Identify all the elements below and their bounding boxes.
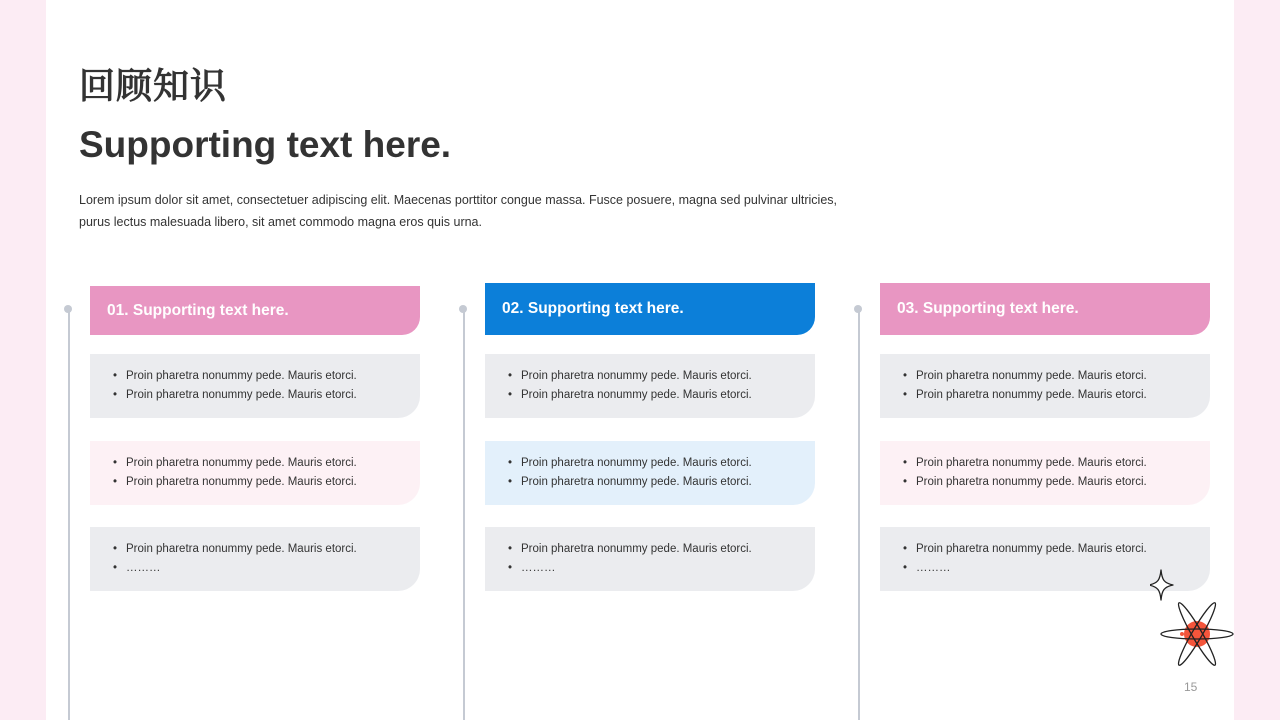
intro-line: Lorem ipsum dolor sit amet, consectetuer adipiscing elit. Maecenas porttitor congue massa. Fusce posuere, magna sed pulvinar ultricies,	[79, 193, 838, 207]
content-box	[485, 527, 815, 591]
content-box	[880, 441, 1210, 505]
bullet-item: • Proin pharetra nonummy pede. Mauris etorci.	[903, 540, 1210, 559]
bullet-item: • Proin pharetra nonummy pede. Mauris etorci.	[508, 540, 815, 559]
electron	[1180, 632, 1184, 636]
bullet-item: • Proin pharetra nonummy pede. Mauris etorci.	[113, 386, 420, 405]
bullet-item: • Proin pharetra nonummy pede. Mauris etorci.	[508, 454, 815, 473]
column-header: 02. Supporting text here.	[485, 283, 815, 335]
intro-paragraph	[79, 189, 899, 233]
bullet-item: • ………	[508, 559, 815, 578]
page-number: 15	[1184, 680, 1198, 694]
timeline-line	[463, 310, 465, 720]
content-box	[485, 354, 815, 418]
atom-sparkle-icon	[1150, 568, 1240, 673]
timeline-dot	[854, 305, 862, 313]
bullet-item: • Proin pharetra nonummy pede. Mauris etorci.	[903, 367, 1210, 386]
bullet-item: • Proin pharetra nonummy pede. Mauris etorci.	[113, 540, 420, 559]
bullet-item: • Proin pharetra nonummy pede. Mauris etorci.	[113, 454, 420, 473]
column-header: 03. Supporting text here.	[880, 283, 1210, 335]
bullet-item: • Proin pharetra nonummy pede. Mauris etorci.	[903, 473, 1210, 492]
intro-line: purus lectus malesuada libero, sit amet commodo magna eros quis urna.	[79, 215, 482, 229]
content-box	[90, 527, 420, 591]
content-box	[880, 354, 1210, 418]
bullet-item: • Proin pharetra nonummy pede. Mauris etorci.	[903, 386, 1210, 405]
page-subtitle: Supporting text here.	[79, 124, 452, 165]
content-box	[90, 441, 420, 505]
bullet-item: • Proin pharetra nonummy pede. Mauris etorci.	[508, 367, 815, 386]
bullet-item: • Proin pharetra nonummy pede. Mauris etorci.	[113, 473, 420, 492]
bullet-item: • Proin pharetra nonummy pede. Mauris etorci.	[113, 367, 420, 386]
timeline-line	[858, 310, 860, 720]
sparkle-shape	[1150, 570, 1173, 600]
column-2	[455, 283, 795, 720]
bullet-item: • Proin pharetra nonummy pede. Mauris etorci.	[508, 473, 815, 492]
bullet-item: • Proin pharetra nonummy pede. Mauris etorci.	[903, 454, 1210, 473]
bullet-item: • Proin pharetra nonummy pede. Mauris etorci.	[508, 386, 815, 405]
column-1	[60, 283, 400, 720]
content-box	[90, 354, 420, 418]
timeline-line	[68, 310, 70, 720]
timeline-dot	[64, 305, 72, 313]
column-3	[850, 283, 1190, 720]
column-header: 01. Supporting text here.	[90, 286, 420, 335]
bullet-item: • ………	[113, 559, 420, 578]
timeline-dot	[459, 305, 467, 313]
page-title: 回顾知识	[79, 66, 228, 107]
bullet-item: • ………	[903, 559, 1210, 578]
content-box	[485, 441, 815, 505]
